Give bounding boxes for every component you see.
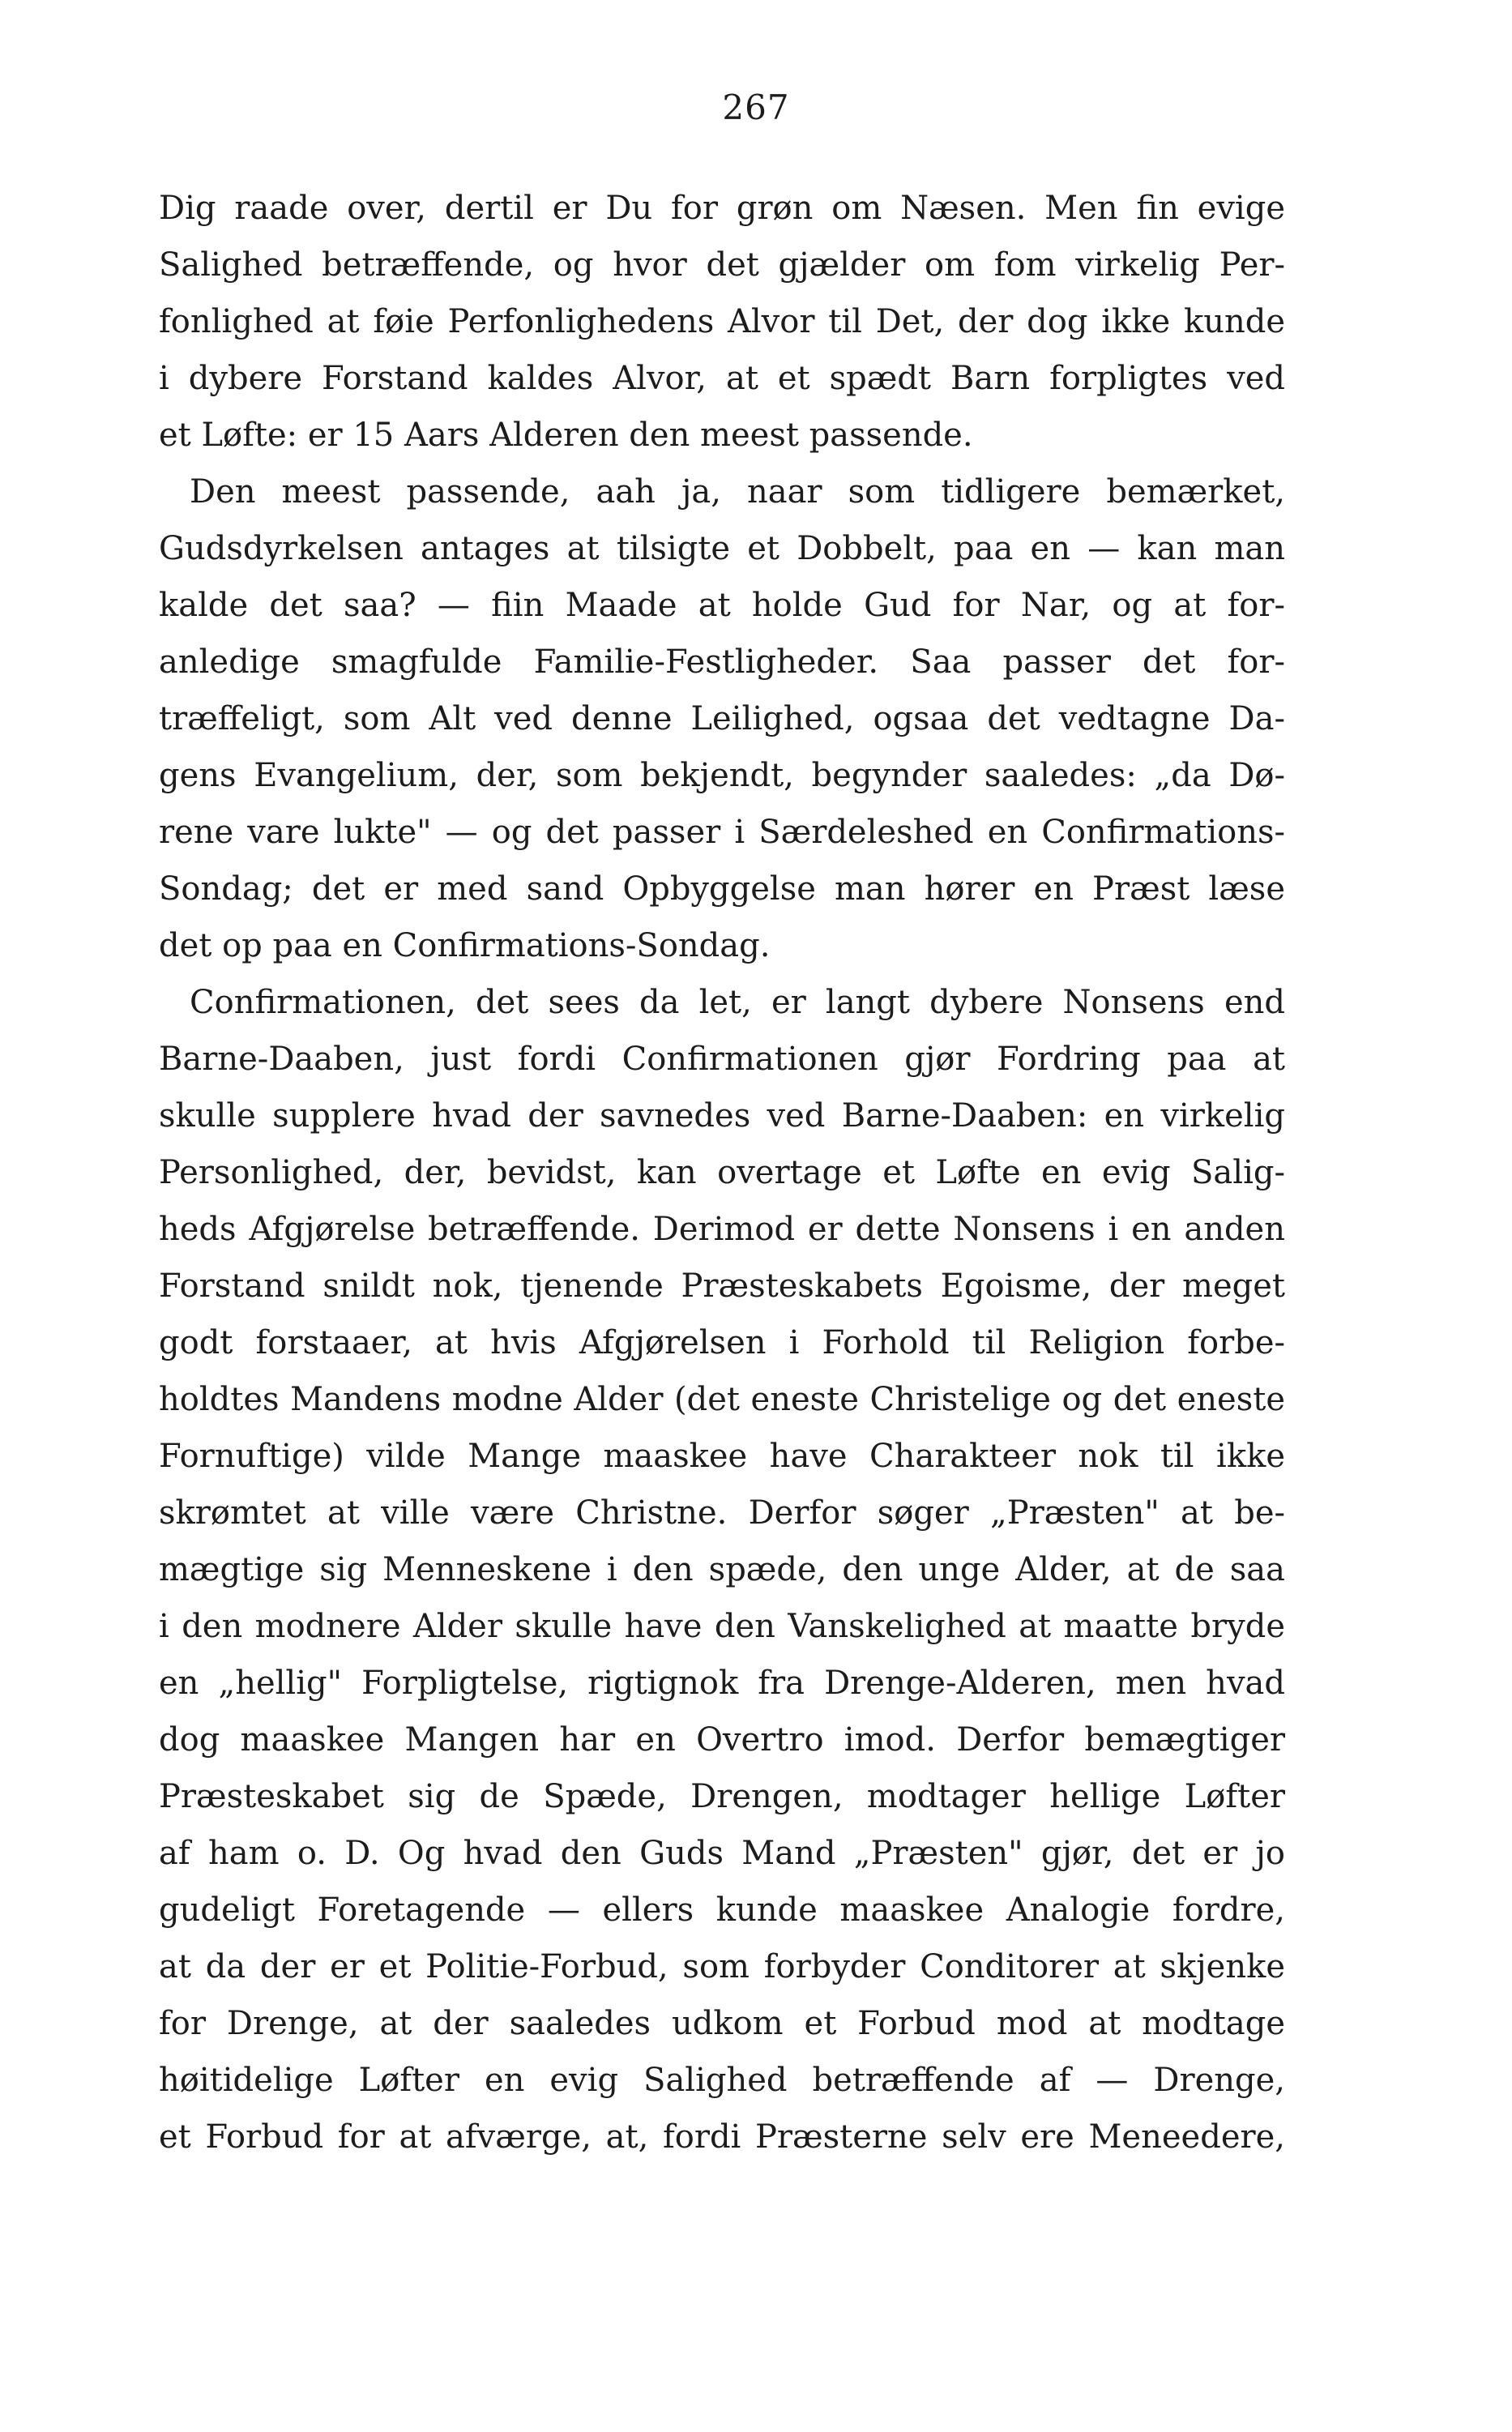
text-line: et Løfte: er 15 Aars Alderen den meest passende.	[159, 417, 973, 454]
text-line: Salighed betræffende, og hvor det gjælder om fom virkelig Per-	[159, 246, 1285, 284]
text-line: dog maaskee Mangen har en Overtro imod. Derfor bemægtiger	[159, 1721, 1285, 1759]
text-line: heds Afgjørelse betræffende. Derimod er dette Nonsens i en anden	[159, 1211, 1285, 1248]
text-line: Fornuftige) vilde Mange maaskee have Charakteer nok til ikke	[159, 1438, 1285, 1475]
text-line: Sondag; det er med sand Opbyggelse man hører en Præst læse	[159, 870, 1285, 908]
text-line: høitidelige Løfter en evig Salighed betræffende af — Drenge,	[159, 2062, 1285, 2099]
text-line: rene vare lukte" — og det passer i Særdeleshed en Confirmations-	[159, 814, 1285, 851]
text-line: gens Evangelium, der, som bekjendt, begynder saaledes: „da Dø-	[159, 757, 1285, 794]
text-line: Gudsdyrkelsen antages at tilsigte et Dobbelt, paa en — kan man	[159, 530, 1285, 567]
text-line: fonlighed at føie Perfonlighedens Alvor til Det, der dog ikke kunde	[159, 303, 1285, 340]
text-line: Confirmationen, det sees da let, er langt dybere Nonsens end	[190, 984, 1285, 1021]
body-text	[159, 180, 1285, 2165]
text-line: mægtige sig Menneskene i den spæde, den unge Alder, at de saa	[159, 1551, 1285, 1588]
text-line: Dig raade over, dertil er Du for grøn om Næsen. Men fin evige	[159, 190, 1285, 227]
text-line: af ham o. D. Og hvad den Guds Mand „Præsten" gjør, det er jo	[159, 1835, 1285, 1872]
text-line: en „hellig" Forpligtelse, rigtignok fra Drenge-Alderen, men hvad	[159, 1665, 1285, 1702]
text-line: holdtes Mandens modne Alder (det eneste Christelige og det eneste	[159, 1381, 1285, 1418]
text-line: skulle supplere hvad der savnedes ved Barne-Daaben: en virkelig	[159, 1097, 1285, 1135]
text-line: kalde det saa? — fiin Maade at holde Gud for Nar, og at for-	[159, 587, 1285, 624]
text-line: Forstand snildt nok, tjenende Præsteskabets Egoisme, der meget	[159, 1267, 1285, 1305]
text-line: det op paa en Confirmations-Sondag.	[159, 927, 771, 964]
text-line: for Drenge, at der saaledes udkom et Forbud mod at modtage	[159, 2005, 1285, 2042]
text-line: Personlighed, der, bevidst, kan overtage et Løfte en evig Salig-	[159, 1154, 1285, 1191]
text-line: anledige smagfulde Familie-Festligheder. Saa passer det for-	[159, 643, 1285, 681]
text-line: i den modnere Alder skulle have den Vanskelighed at maatte bryde	[159, 1608, 1285, 1645]
text-line: gudeligt Foretagende — ellers kunde maaskee Analogie fordre,	[159, 1891, 1285, 1929]
text-line: at da der er et Politie-Forbud, som forbyder Conditorer at skjenke	[159, 1948, 1285, 1985]
text-line: Præsteskabet sig de Spæde, Drengen, modtager hellige Løfter	[159, 1778, 1285, 1815]
text-line: i dybere Forstand kaldes Alvor, at et spædt Barn forpligtes ved	[159, 360, 1285, 397]
text-line: et Forbud for at afværge, at, fordi Præsterne selv ere Meneedere,	[159, 2118, 1285, 2156]
text-line: skrømtet at ville være Christne. Derfor søger „Præsten" at be-	[159, 1494, 1285, 1532]
text-line: Barne-Daaben, just fordi Confirmationen gjør Fordring paa at	[159, 1041, 1285, 1078]
text-line: godt forstaaer, at hvis Afgjørelsen i Forhold til Religion forbe-	[159, 1324, 1285, 1361]
text-line: Den meest passende, aah ja, naar som tidligere bemærket,	[190, 473, 1285, 511]
text-line: træffeligt, som Alt ved denne Leilighed, ogsaa det vedtagne Da-	[159, 700, 1285, 737]
page-number: 267	[722, 88, 790, 127]
